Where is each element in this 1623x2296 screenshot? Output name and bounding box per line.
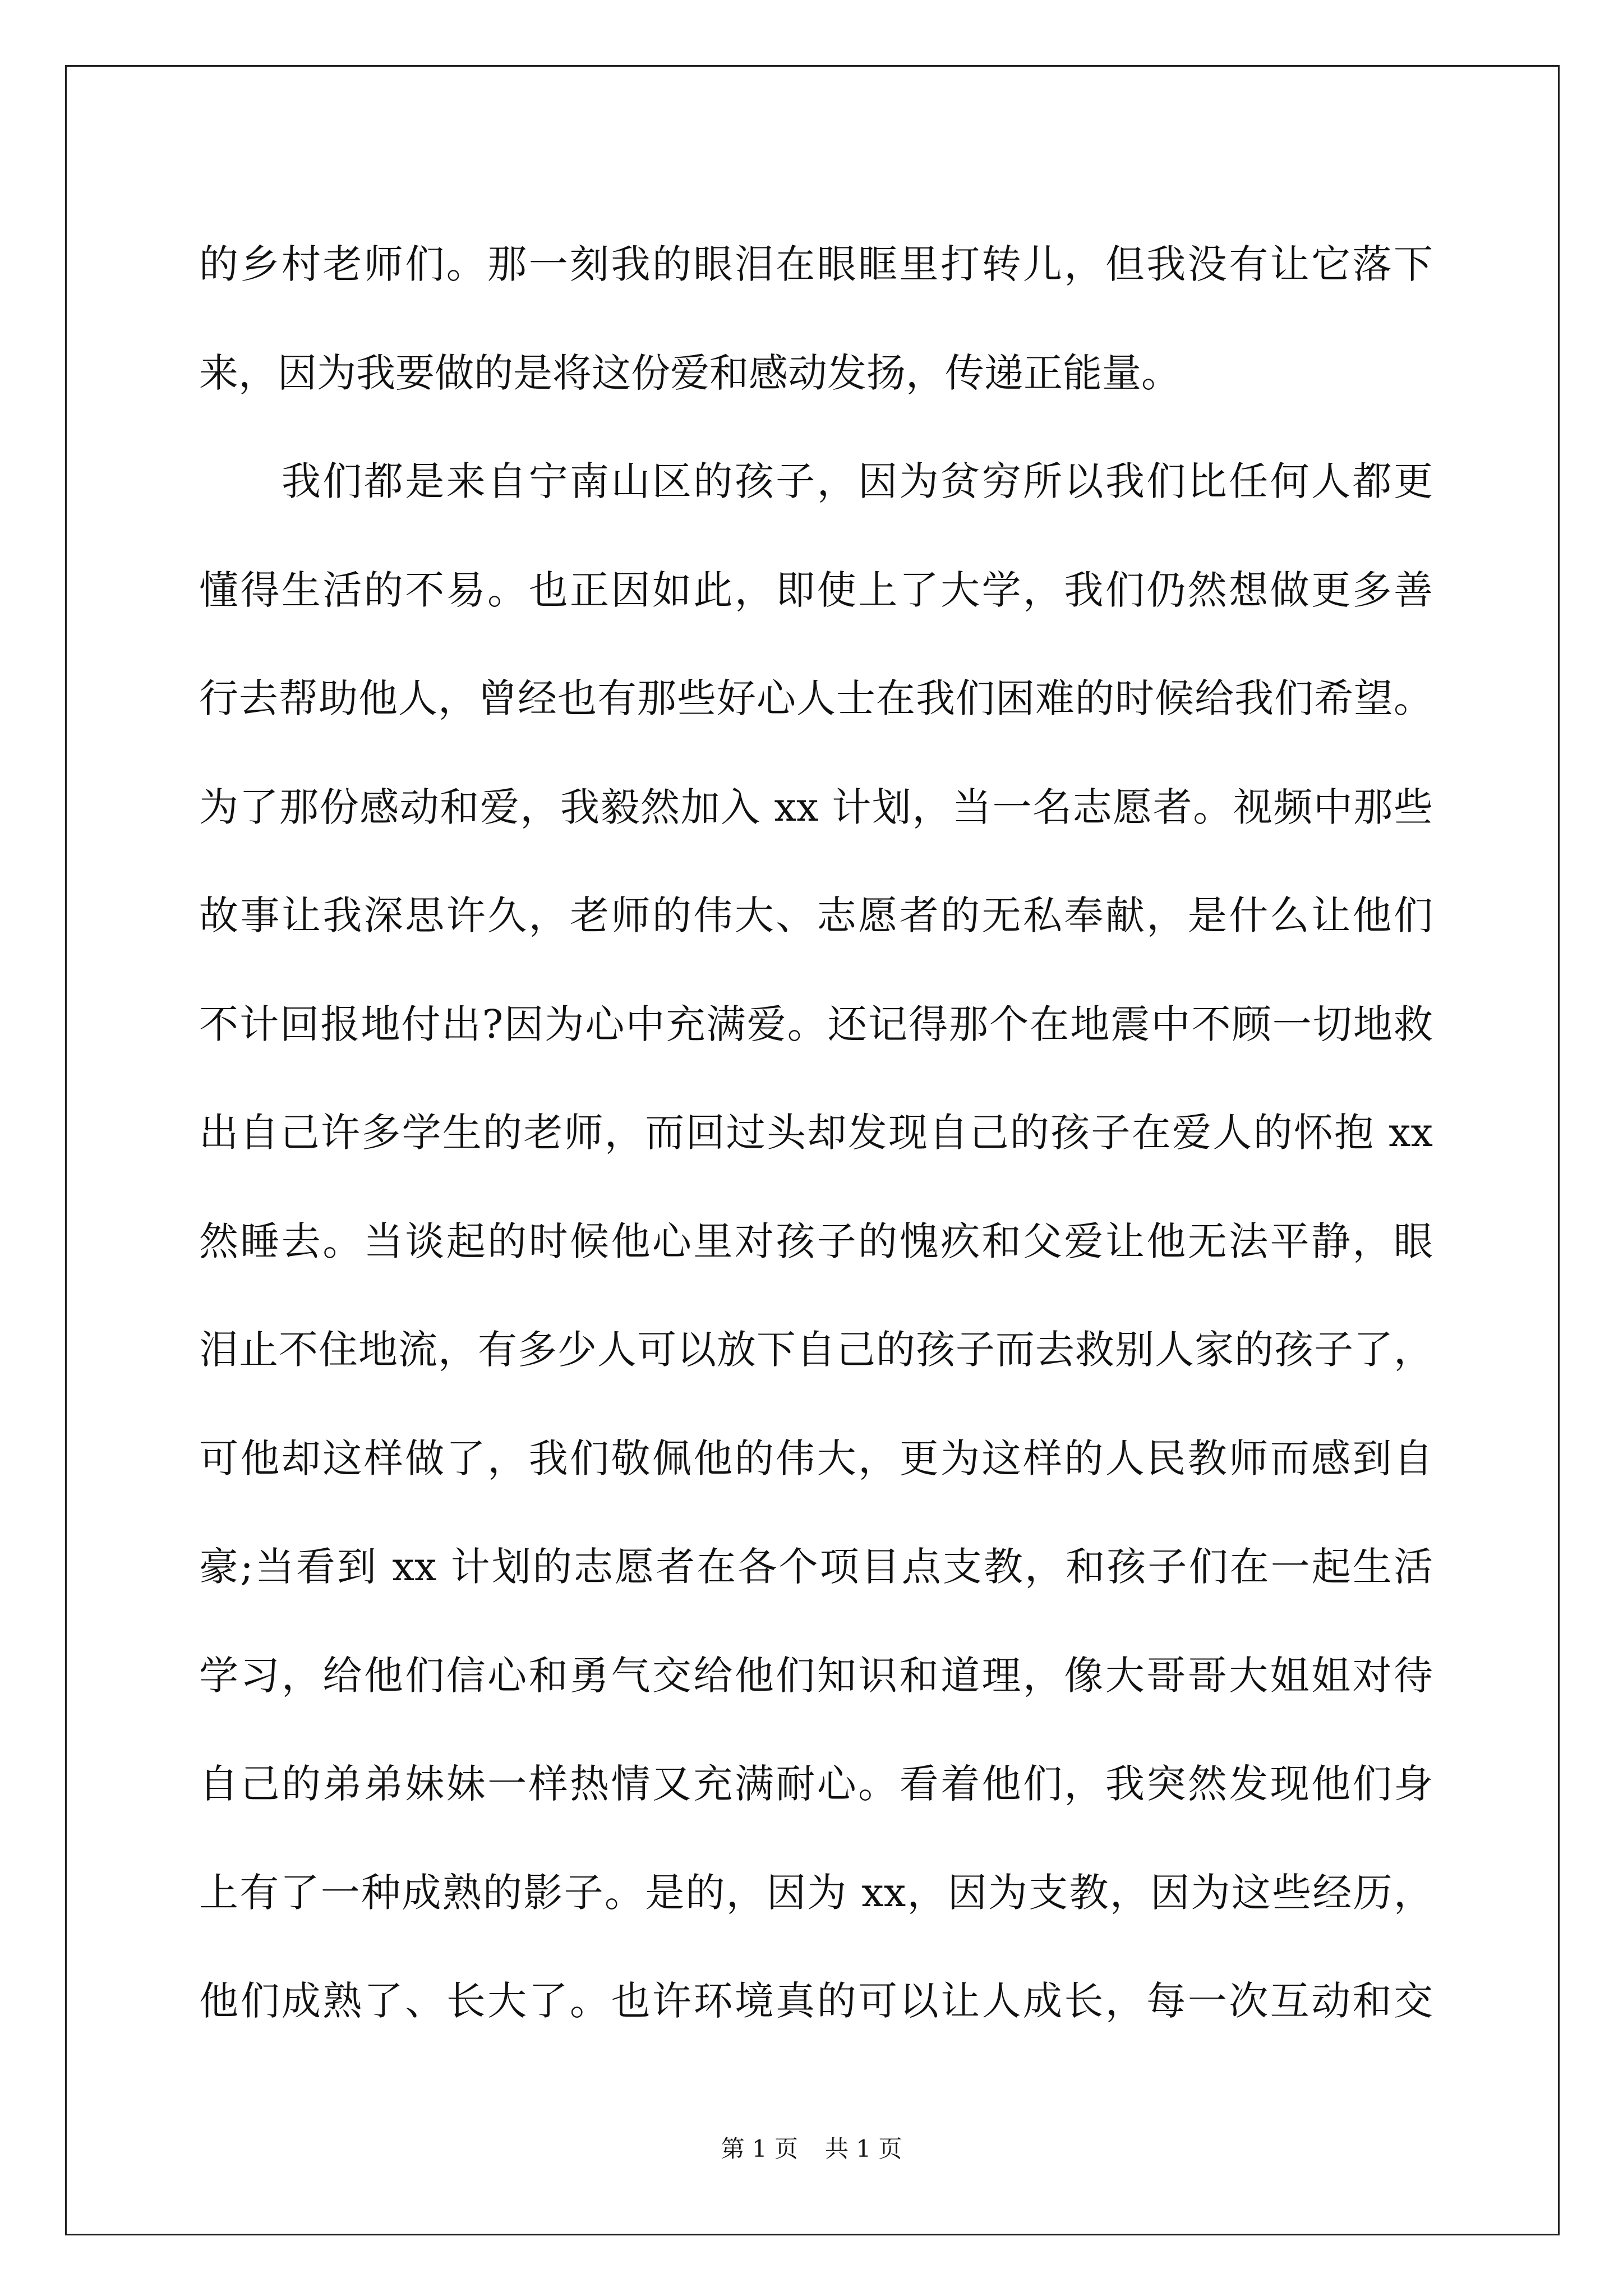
text-line: 自己的弟弟妹妹一样热情又充满耐心。看着他们，我突然发现他们身 [199,1761,1433,1807]
page-footer [0,2131,1623,2164]
text-line: 豪;当看到 xx 计划的志愿者在各个项目点支教，和孩子们在一起生活 [199,1544,1433,1590]
text-line: 泪止不住地流，有多少人可以放下自己的孩子而去救别人家的孩子了， [199,1327,1433,1373]
text-line: 故事让我深思许久，老师的伟大、志愿者的无私奉献，是什么让他们 [199,892,1433,938]
text-line: 可他却这样做了，我们敬佩他的伟大，更为这样的人民教师而感到自 [199,1435,1433,1481]
text-line: 来，因为我要做的是将这份爱和感动发扬，传递正能量。 [199,349,1181,396]
page-number: 第 1 页 [721,2135,798,2162]
text-line: 上有了一种成熟的影子。是的，因为 xx，因为支教，因为这些经历， [199,1869,1433,1916]
text-line: 我们都是来自宁南山区的孩子，因为贫穷所以我们比任何人都更 [199,458,1433,504]
text-line: 他们成熟了、长大了。也许环境真的可以让人成长，每一次互动和交 [199,1978,1433,2024]
page-count: 共 1 页 [825,2135,902,2162]
text-line: 懂得生活的不易。也正因如此，即使上了大学，我们仍然想做更多善 [199,567,1433,613]
text-line: 学习，给他们信心和勇气交给他们知识和道理，像大哥哥大姐姐对待 [199,1652,1433,1699]
text-line: 出自己许多学生的老师，而回过头却发现自己的孩子在爱人的怀抱 xx [199,1110,1433,1156]
document-body [199,210,1433,2056]
text-line: 的乡村老师们。那一刻我的眼泪在眼眶里打转儿，但我没有让它落下 [199,241,1433,287]
text-line: 然睡去。当谈起的时候他心里对孩子的愧疚和父爱让他无法平静，眼 [199,1218,1433,1264]
text-line: 行去帮助他人，曾经也有那些好心人士在我们困难的时候给我们希望。 [199,675,1433,721]
text-line: 为了那份感动和爱，我毅然加入 xx 计划，当一名志愿者。视频中那些 [199,784,1433,830]
text-line: 不计回报地付出?因为心中充满爱。还记得那个在地震中不顾一切地救 [199,1001,1433,1047]
